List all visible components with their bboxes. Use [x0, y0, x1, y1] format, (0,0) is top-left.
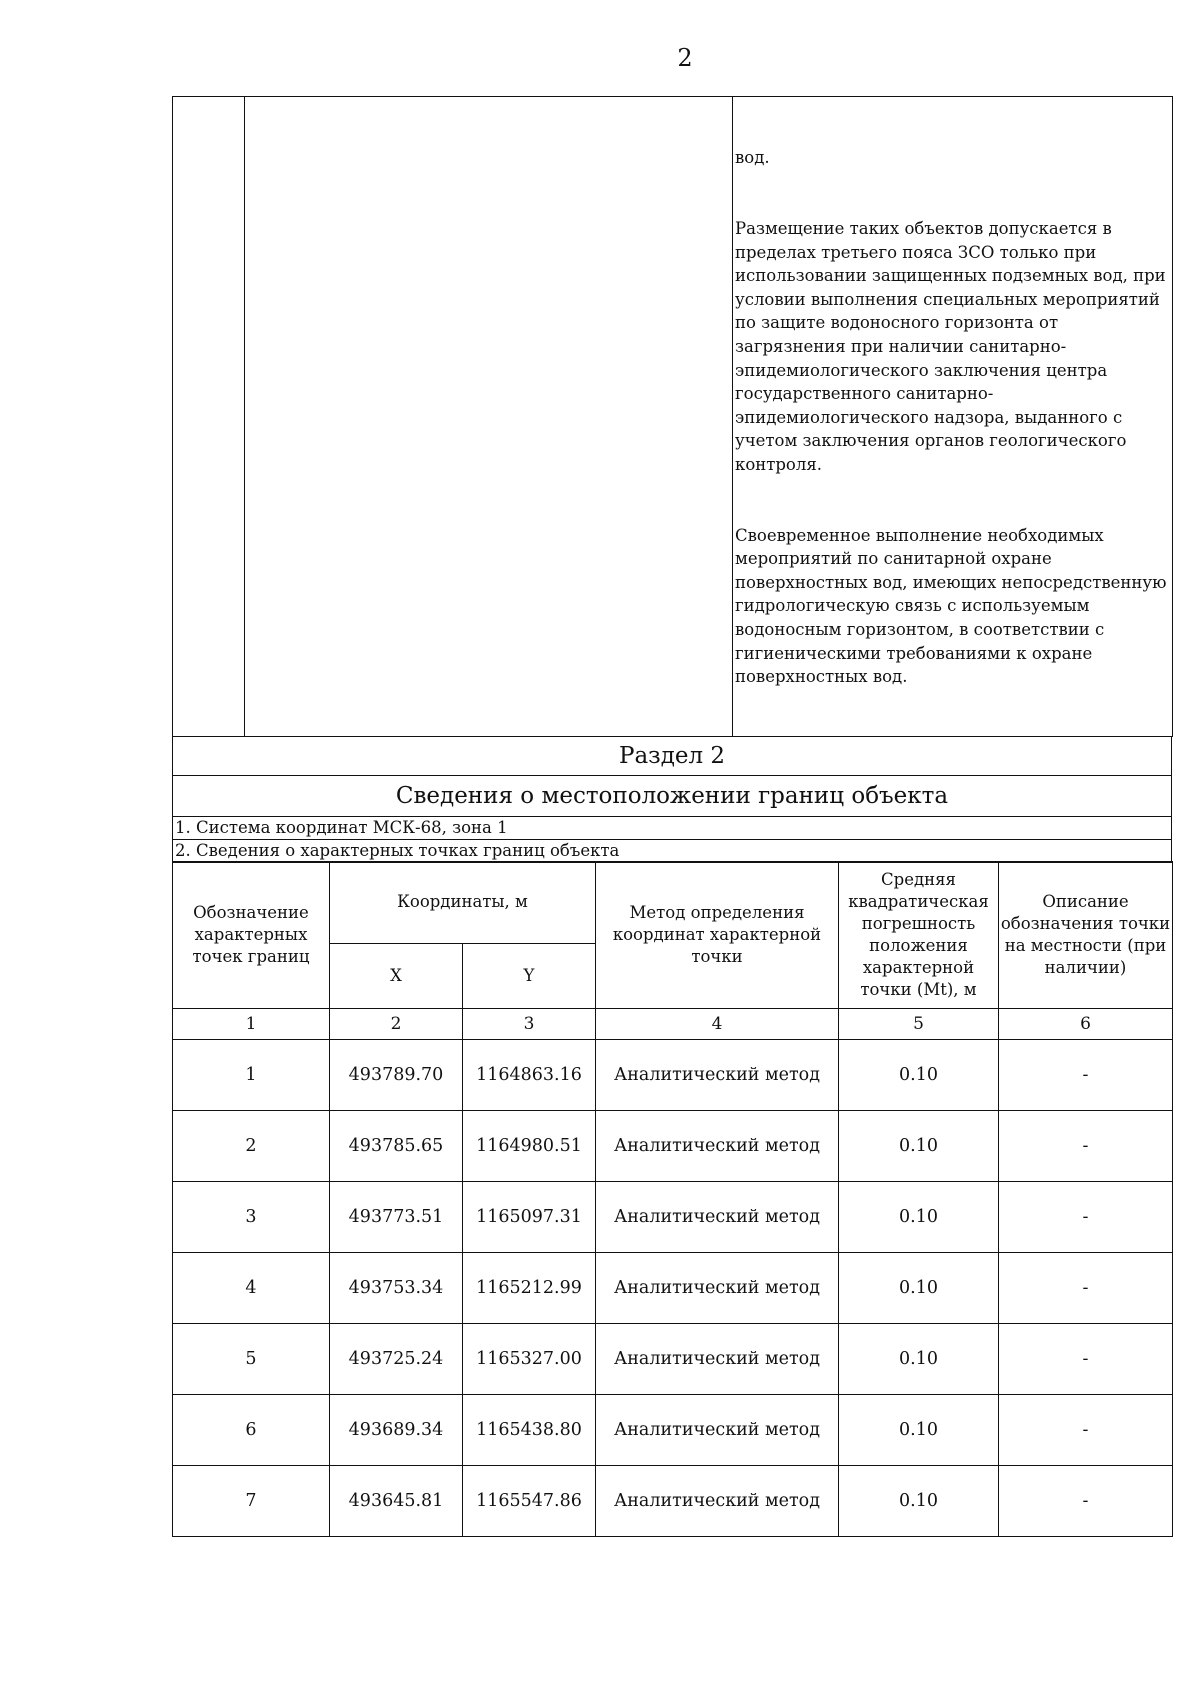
method: Аналитический метод	[596, 1182, 839, 1253]
column-number-row	[173, 1009, 1173, 1040]
method: Аналитический метод	[596, 1253, 839, 1324]
error: 0.10	[839, 1111, 999, 1182]
header-error: Средняя квадратическая погрешность положения характерной точки (Mt), м	[839, 862, 999, 1009]
error: 0.10	[839, 1040, 999, 1111]
column-number: 1	[173, 1009, 330, 1040]
section-header-table	[172, 736, 1172, 863]
point-number: 5	[173, 1324, 330, 1395]
header-method: Метод определения координат характерной точки	[596, 862, 839, 1009]
section-title: Сведения о местоположении границ объекта	[173, 775, 1172, 816]
column-number: 2	[330, 1009, 463, 1040]
continuation-cell-empty-1	[173, 97, 245, 737]
coord-y: 1165547.86	[463, 1466, 596, 1537]
coord-y: 1164980.51	[463, 1111, 596, 1182]
coord-x: 493753.34	[330, 1253, 463, 1324]
continuation-text-cell	[733, 97, 1173, 737]
error: 0.10	[839, 1182, 999, 1253]
document	[172, 96, 1172, 1537]
method: Аналитический метод	[596, 1111, 839, 1182]
point-number: 3	[173, 1182, 330, 1253]
continuation-paragraph: вод.	[735, 148, 770, 168]
header-y: Y	[463, 943, 596, 1008]
continuation-table	[172, 96, 1173, 737]
points-caption: 2. Сведения о характерных точках границ объекта	[173, 839, 1172, 862]
boundary-points-table	[172, 861, 1173, 1537]
column-number: 3	[463, 1009, 596, 1040]
column-number: 5	[839, 1009, 999, 1040]
table-row	[173, 1324, 1173, 1395]
coord-y: 1165212.99	[463, 1253, 596, 1324]
table-row	[173, 1111, 1173, 1182]
coord-x: 493785.65	[330, 1111, 463, 1182]
error: 0.10	[839, 1466, 999, 1537]
coord-x: 493725.24	[330, 1324, 463, 1395]
point-number: 4	[173, 1253, 330, 1324]
point-number: 2	[173, 1111, 330, 1182]
table-row	[173, 1253, 1173, 1324]
description: -	[999, 1324, 1173, 1395]
description: -	[999, 1040, 1173, 1111]
continuation-text	[733, 97, 1172, 736]
error: 0.10	[839, 1253, 999, 1324]
description: -	[999, 1182, 1173, 1253]
continuation-paragraph: Своевременное выполнение необходимых мероприятий по санитарной охране поверхностных вод, имеющих непосредственную гидрологическую связь с используемым водоносным горизонтом, в соответствии с гигиеническими требованиями к охране поверхностных вод.	[735, 525, 1172, 687]
table-row	[173, 1466, 1173, 1537]
coord-y: 1165438.80	[463, 1395, 596, 1466]
point-number: 6	[173, 1395, 330, 1466]
coord-y: 1165097.31	[463, 1182, 596, 1253]
continuation-paragraph: Размещение таких объектов допускается в пределах третьего пояса ЗСО только при использовании защищенных подземных вод, при условии выполнения специальных мероприятий по защите водоносного горизонта от загрязнения при наличии санитарно-эпидемиологического заключения центра государственного санитарно-эпидемиологического надзора, выданного с учетом заключения органов геологического контроля.	[735, 218, 1171, 474]
point-number: 1	[173, 1040, 330, 1111]
continuation-row	[173, 97, 1173, 737]
error: 0.10	[839, 1395, 999, 1466]
coord-y: 1165327.00	[463, 1324, 596, 1395]
column-number: 4	[596, 1009, 839, 1040]
table-row	[173, 1395, 1173, 1466]
coord-x: 493773.51	[330, 1182, 463, 1253]
description: -	[999, 1111, 1173, 1182]
table-row	[173, 1040, 1173, 1111]
method: Аналитический метод	[596, 1040, 839, 1111]
description: -	[999, 1466, 1173, 1537]
method: Аналитический метод	[596, 1324, 839, 1395]
page-number: 2	[677, 44, 693, 72]
point-number: 7	[173, 1466, 330, 1537]
header-coordinates: Координаты, м	[330, 862, 596, 944]
coord-system-line: 1. Система координат МСК-68, зона 1	[173, 816, 1172, 839]
description: -	[999, 1253, 1173, 1324]
table-row	[173, 1182, 1173, 1253]
description: -	[999, 1395, 1173, 1466]
column-number: 6	[999, 1009, 1173, 1040]
header-description: Описание обозначения точки на местности (при наличии)	[999, 862, 1173, 1009]
header-x: X	[330, 943, 463, 1008]
continuation-cell-empty-2	[245, 97, 733, 737]
method: Аналитический метод	[596, 1466, 839, 1537]
coord-x: 493689.34	[330, 1395, 463, 1466]
coord-x: 493789.70	[330, 1040, 463, 1111]
method: Аналитический метод	[596, 1395, 839, 1466]
coord-y: 1164863.16	[463, 1040, 596, 1111]
section-label: Раздел 2	[173, 736, 1172, 775]
coord-x: 493645.81	[330, 1466, 463, 1537]
header-designation: Обозначение характерных точек границ	[173, 862, 330, 1009]
error: 0.10	[839, 1324, 999, 1395]
